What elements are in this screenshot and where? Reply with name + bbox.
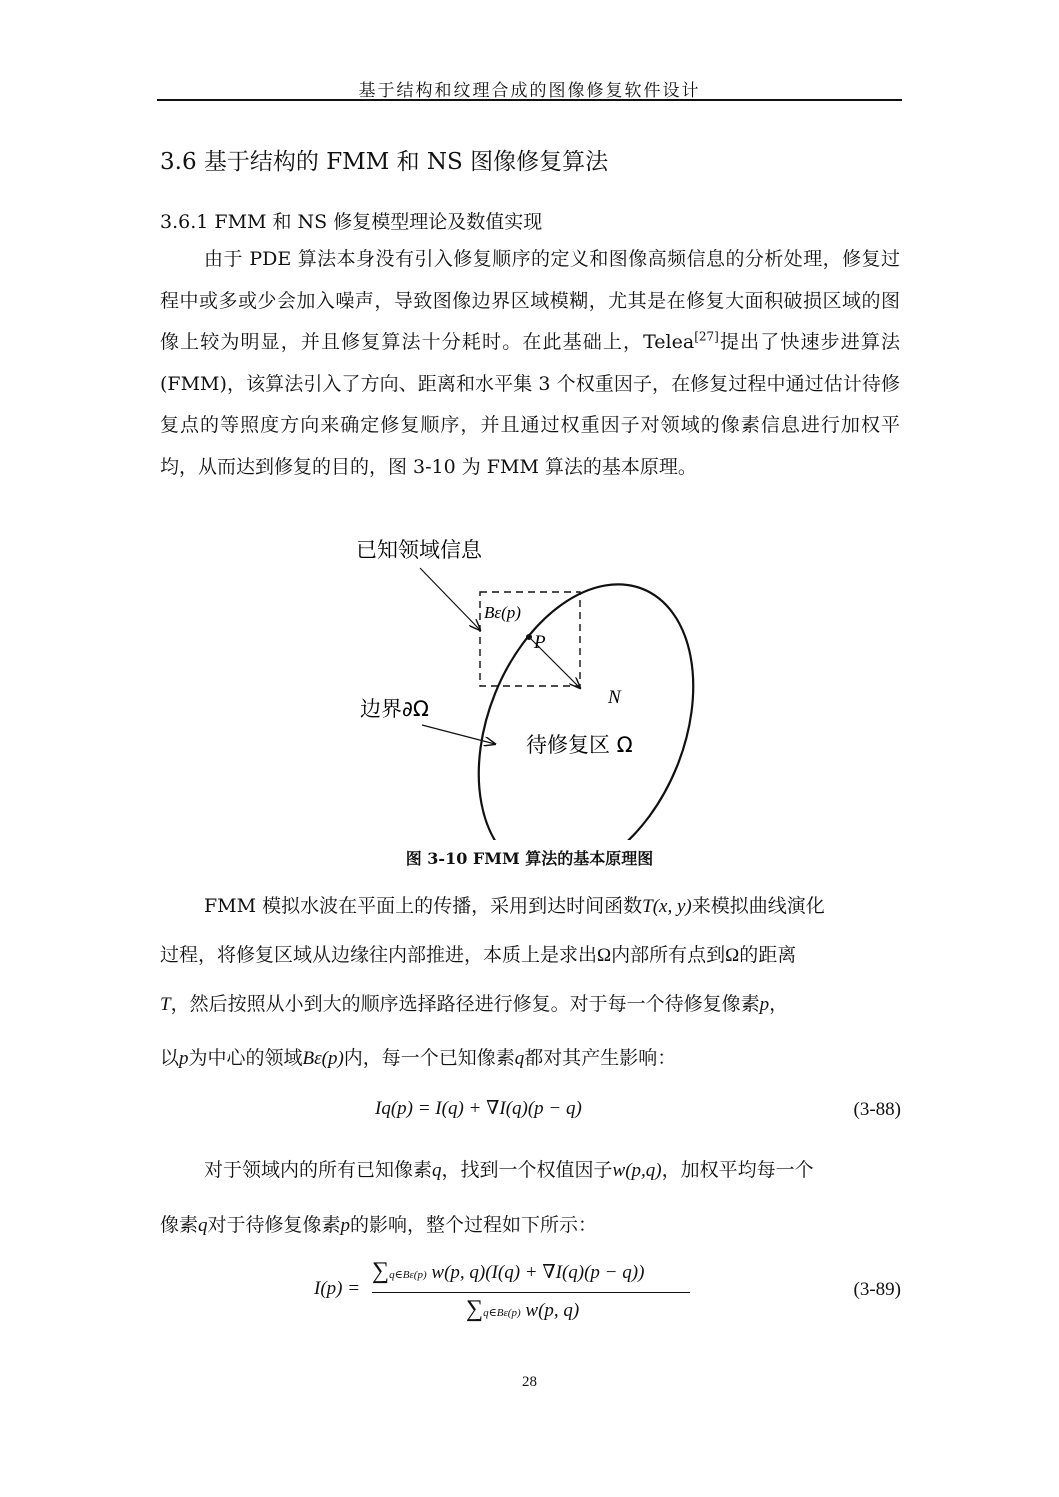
para2-text: 内部所有点到: [611, 944, 726, 966]
math-inline: Ω: [597, 945, 612, 966]
label-p: P: [534, 632, 546, 653]
fmm-diagram: [330, 530, 730, 840]
sum-symbol: ∑: [372, 1258, 390, 1284]
equation-number-3-89: (3-89): [853, 1279, 901, 1300]
para2-line-3: [160, 989, 900, 1016]
para3-text: ，加权平均每一个: [661, 1159, 814, 1181]
para3-text: 的影响，整个过程如下所示：: [350, 1214, 598, 1236]
para2-text: ，然后按照从小到大的顺序选择路径进行修复。对于每一个待修复像素: [170, 993, 760, 1015]
known-arrow: [420, 568, 480, 630]
math-inline: p: [759, 994, 770, 1015]
math-inline: Bε(p): [302, 1048, 344, 1069]
equation-3-88: [375, 1097, 582, 1120]
para1-text-b: 提出了快速步进算法(FMM)，该算法引入了方向、距离和水平集 3 个权重因子，在修复过程中通过估计待修复点的等照度方向来确定修复顺序，并且通过权重因子对领域的像素信息进行加权平均，从而达到修复的目的，图 3-10 为 FMM 算法的基本原理。: [160, 331, 900, 478]
math-inline: p: [340, 1215, 351, 1236]
label-ball: Bε(p): [484, 603, 521, 622]
eq88-rhs: = I(q) + ∇I(q)(p − q): [417, 1098, 582, 1119]
eq89-numerator: [372, 1258, 644, 1285]
numerator-text: w(p, q)(I(q) + ∇I(q)(p − q)): [431, 1262, 645, 1283]
para2-line-1: [160, 891, 900, 918]
citation-ref: [27]: [694, 329, 719, 344]
eq88-lhs: Iq(p): [375, 1098, 413, 1119]
paragraph-intro: [160, 239, 900, 488]
eq89-denominator: [466, 1296, 579, 1323]
math-inline: w(p,q): [612, 1160, 662, 1181]
para2-text: 内，每一个已知像素: [343, 1047, 515, 1069]
equation-number-3-88: (3-88): [853, 1099, 901, 1120]
para2-text: 以: [160, 1047, 180, 1069]
para2-text: 来模拟曲线演化: [691, 895, 825, 917]
para2-text: ，: [769, 993, 789, 1015]
sum-subscript: q∈Bε(p): [389, 1269, 427, 1281]
para2-text: 为中心的领域: [188, 1047, 303, 1069]
sum-symbol: ∑: [466, 1296, 484, 1322]
label-known-info: 已知领域信息: [356, 538, 482, 562]
para3-text: ，找到一个权值因子: [441, 1159, 613, 1181]
para2-line-4: [160, 1043, 900, 1070]
math-inline: p: [179, 1048, 189, 1069]
para2-text: 过程，将修复区域从边缘往内部推进，本质上是求出: [160, 944, 598, 966]
para1-text-a: 由于 PDE 算法本身没有引入修复顺序的定义和图像高频信息的分析处理，修复过程中或多或少会加入噪声，导致图像边界区域模糊，尤其是在修复大面积破损区域的图像上较为明显，并且修复算法十分耗时。在此基础上，Telea: [160, 248, 900, 353]
label-n: N: [608, 687, 621, 708]
label-boundary: 边界∂Ω: [360, 697, 429, 721]
label-region: 待修复区 Ω: [526, 733, 633, 757]
eq89-lhs: I(p) =: [314, 1278, 361, 1299]
para2-line-2: [160, 940, 900, 967]
math-inline: T: [160, 994, 171, 1015]
para2-text: FMM 模拟水波在平面上的传播，采用到达时间函数: [204, 895, 643, 917]
fraction-bar: [372, 1292, 690, 1293]
region-ellipse: [438, 552, 730, 840]
para3-text: 对于待修复像素: [207, 1214, 341, 1236]
para3-line-1: [160, 1155, 900, 1182]
para3-line-2: [160, 1210, 900, 1237]
figure-caption: 图 3-10 FMM 算法的基本原理图: [405, 849, 654, 868]
math-inline: q: [198, 1215, 208, 1236]
math-inline: q: [514, 1048, 525, 1069]
math-inline: T(x, y): [642, 896, 692, 917]
section-title: 3.6 基于结构的 FMM 和 NS 图像修复算法: [160, 149, 609, 175]
denominator-text: w(p, q): [525, 1300, 580, 1321]
page-number: 28: [522, 1374, 537, 1390]
math-inline: q: [432, 1160, 442, 1181]
running-header: 基于结构和纹理合成的图像修复软件设计: [358, 81, 701, 101]
subsection-title: 3.6.1 FMM 和 NS 修复模型理论及数值实现: [160, 211, 543, 233]
para2-text: 都对其产生影响：: [524, 1047, 677, 1069]
para3-text: 对于领域内的所有已知像素: [204, 1159, 433, 1181]
para3-text: 像素: [160, 1214, 199, 1236]
math-inline: Ω: [725, 945, 740, 966]
para2-text: 的距离: [739, 944, 797, 966]
header-rule: [157, 99, 902, 101]
sum-subscript: q∈Bε(p): [483, 1307, 521, 1319]
